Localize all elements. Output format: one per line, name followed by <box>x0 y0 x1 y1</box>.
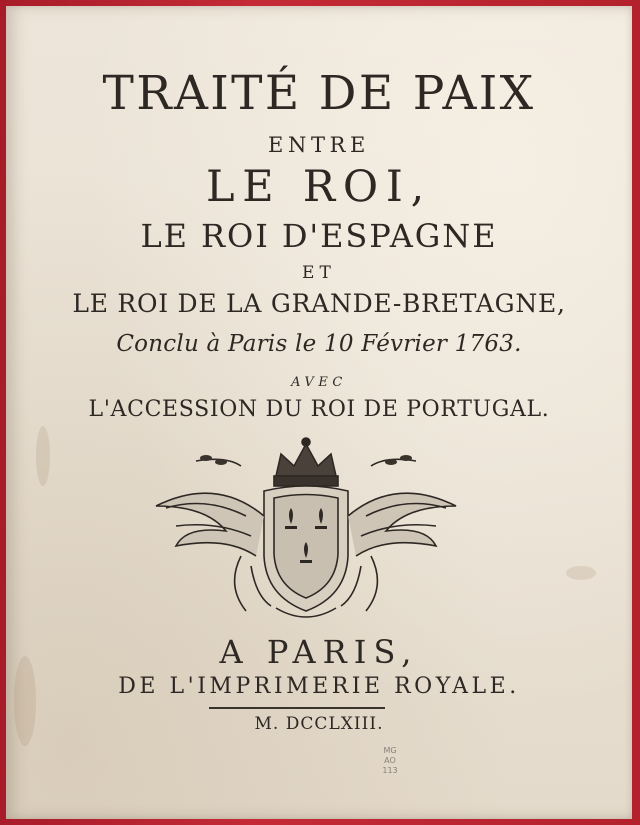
title-entre: ENTRE <box>268 133 370 157</box>
title-et: ET <box>302 263 336 283</box>
accession-line: L'ACCESSION DU ROI DE PORTUGAL. <box>88 397 550 422</box>
title-page <box>6 6 632 819</box>
imprint-year: M. DCCLXIII. <box>254 714 384 734</box>
title-roi-espagne: LE ROI D'ESPAGNE <box>140 217 498 255</box>
imprint-printer: DE L'IMPRIMERIE ROYALE. <box>118 674 520 699</box>
imprint-rule <box>209 707 385 709</box>
title-avec: AVEC <box>291 375 347 390</box>
library-stamp <box>374 746 406 776</box>
foxing-stain <box>566 566 596 580</box>
stamp-line: 113 <box>382 766 398 775</box>
stamp-line: MG <box>383 746 397 755</box>
stamp-line: AO <box>384 756 396 765</box>
conclusion-date: Conclu à Paris le 10 Février 1763. <box>116 331 522 357</box>
foxing-stain <box>36 426 50 486</box>
treaty-title: TRAITÉ DE PAIX <box>102 66 536 121</box>
imprint-place: A PARIS, <box>219 633 419 671</box>
title-roi-bretagne: LE ROI DE LA GRANDE-BRETAGNE, <box>72 289 566 318</box>
royal-arms-emblem-icon <box>146 436 466 626</box>
title-le-roi: LE ROI, <box>205 162 433 212</box>
